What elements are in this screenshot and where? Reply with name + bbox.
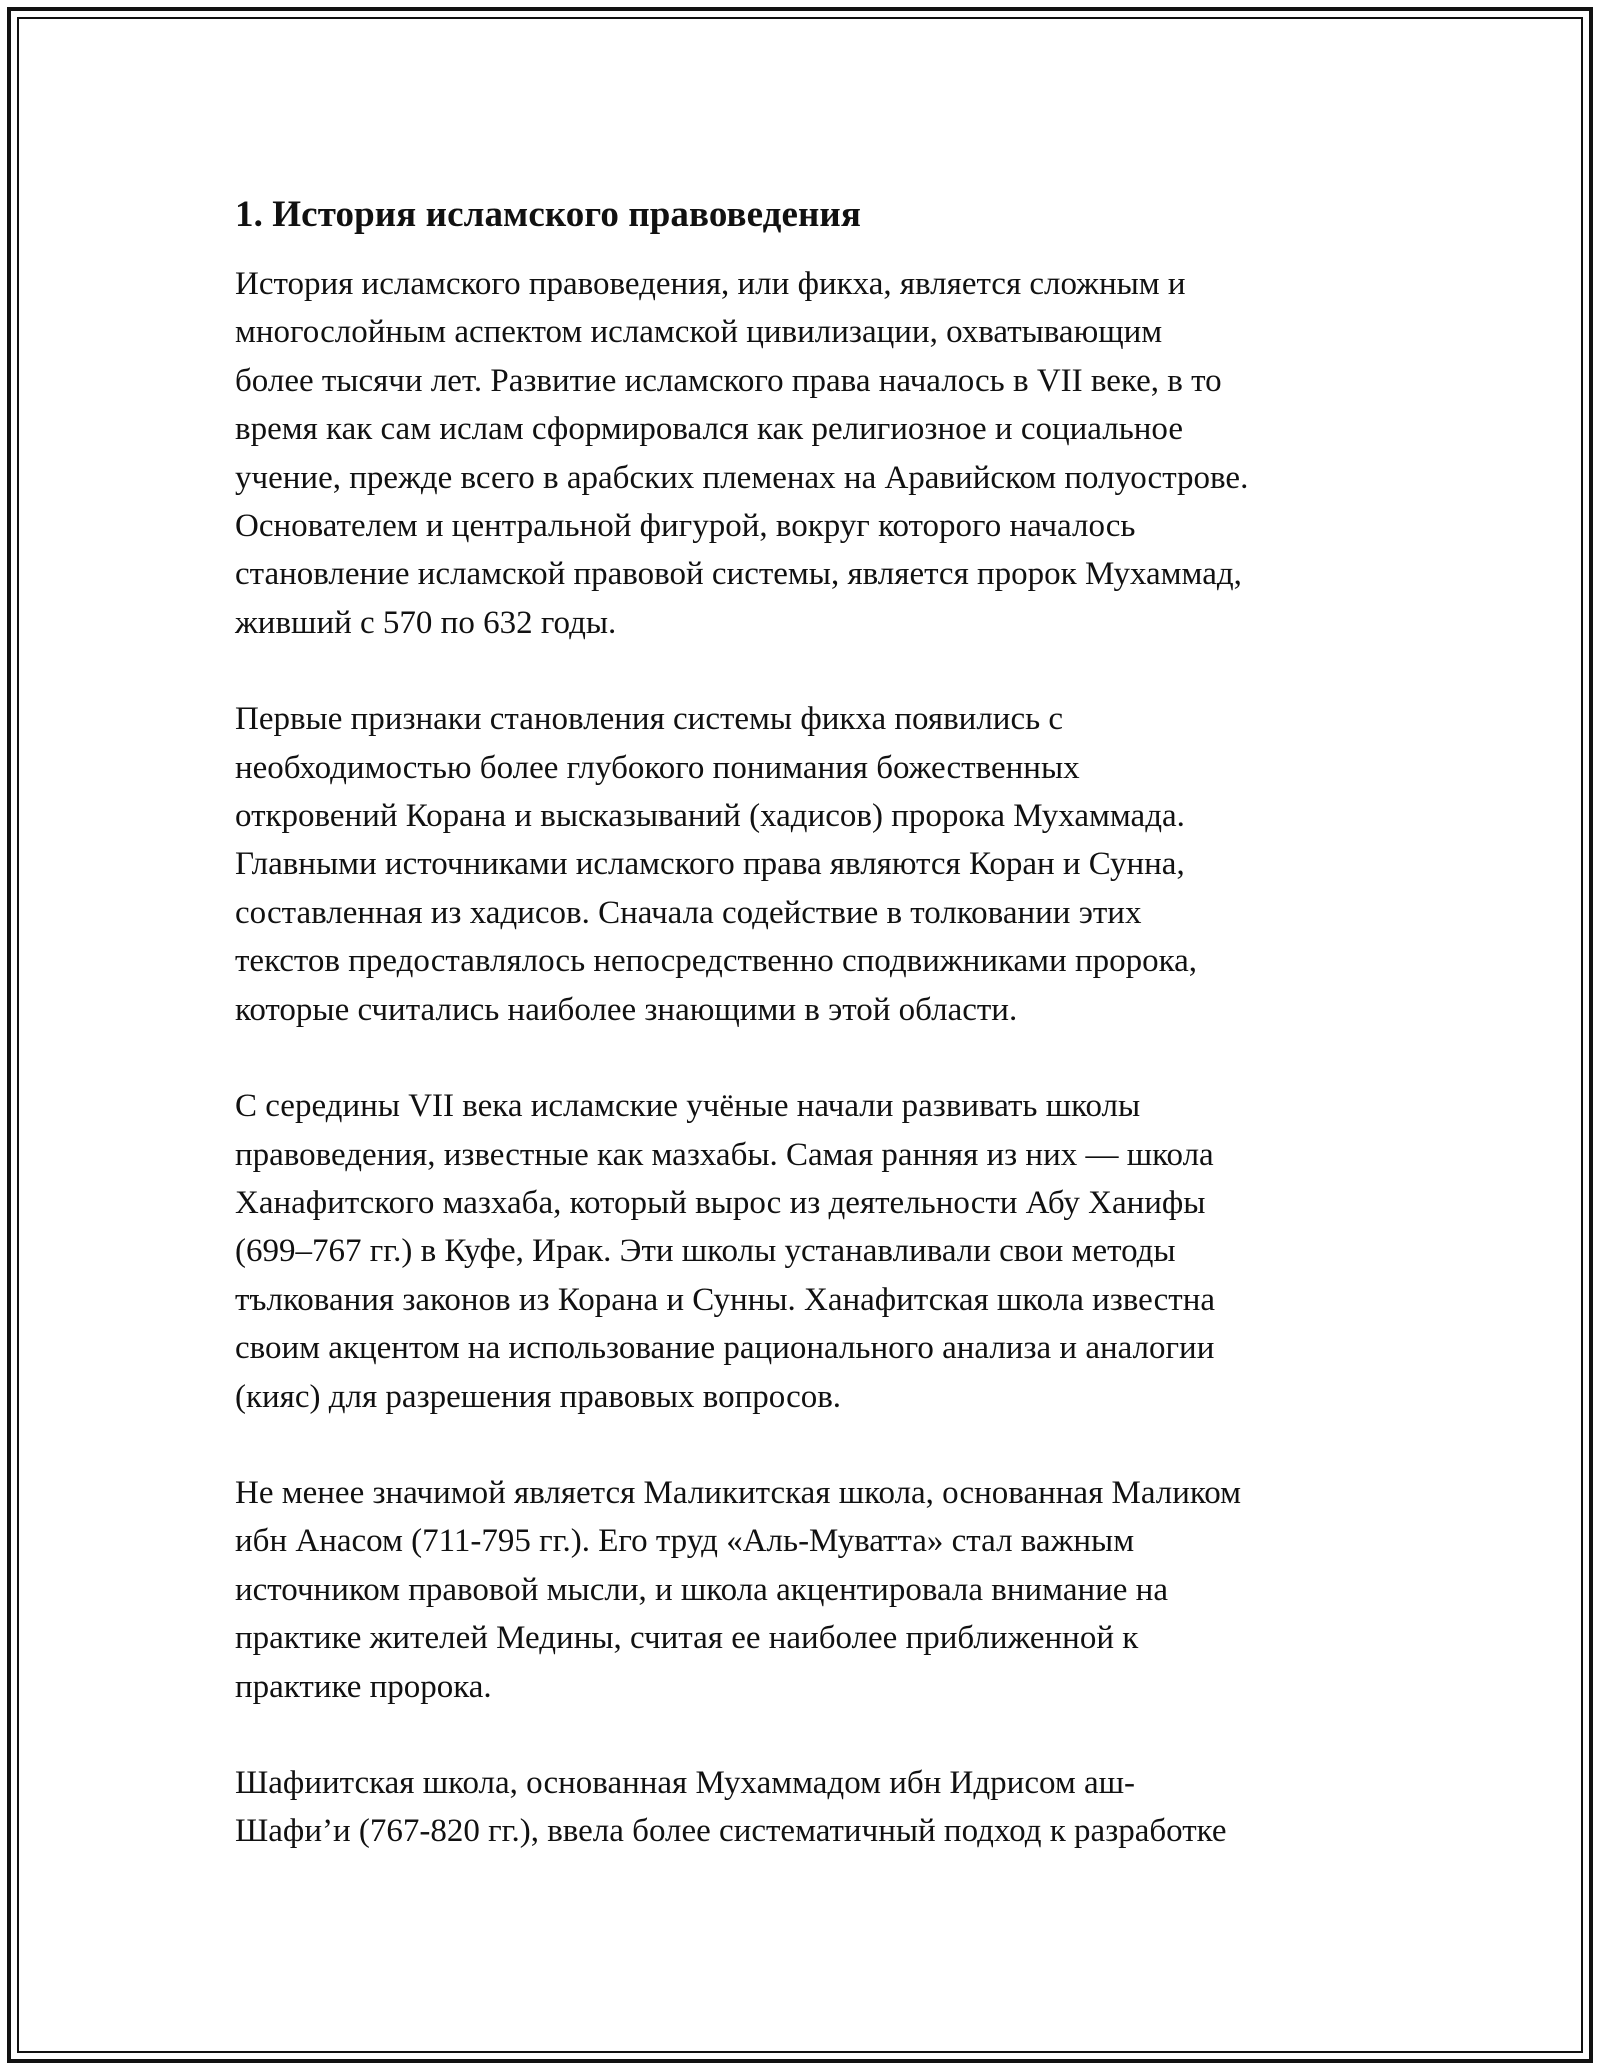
- paragraph-shafii-school: Шафиитская школа, основанная Мухаммадом ибн Идрисом аш- Шафи’и (767-820 гг.), ввела более систематичный подход к разработке: [235, 1764, 1227, 1850]
- section-heading: 1. История исламского правоведения: [235, 194, 861, 235]
- document-body: [235, 190, 1375, 1904]
- paragraph-hanafi-school: С середины VII века исламские учёные начали развивать школы правоведения, известные как мазхабы. Самая ранняя из них — школа Ханафитского мазхаба, который вырос из деятельности Абу Ханифы (699–767 гг.) в Куфе, Ирак. Эти школы устанавливали свои методы тълкования законов из Корана и Сунны. Ханафитская школа известна своим акцентом на использование рационального анализа и аналогии (кияс) для разрешения правовых вопросов.: [235, 1088, 1216, 1415]
- paragraph-maliki-school: Не менее значимой является Маликитская школа, основанная Маликом ибн Анасом (711-795 гг.). Его труд «Аль-Муватта» стал важным источником правовой мысли, и школа акцентировала внимание на практике жителей Медины, считая ее наиболее приближенной к практике пророка.: [235, 1474, 1242, 1705]
- paragraph-fiqh-origins: Первые признаки становления системы фикха появились с необходимостью более глубокого понимания божественных откровений Корана и высказываний (хадисов) пророка Мухаммада. Главными источниками исламского права являются Коран и Сунна, составленная из хадисов. Сначала содействие в толковании этих текстов предоставлялось непосредственно сподвижниками пророка, которые считались наиболее знающими в этой области.: [235, 701, 1198, 1028]
- paragraph-history-intro: История исламского правоведения, или фикха, является сложным и многослойным аспектом исламской цивилизации, охватывающим более тысячи лет. Развитие исламского права началось в VII веке, в то время как сам ислам сформировался как религиозное и социальное учение, прежде всего в арабских племенах на Аравийском полуострове. Основателем и центральной фигурой, вокруг которого началось становление исламской правовой системы, является пророк Мухаммад, живший с 570 по 632 годы.: [235, 266, 1249, 641]
